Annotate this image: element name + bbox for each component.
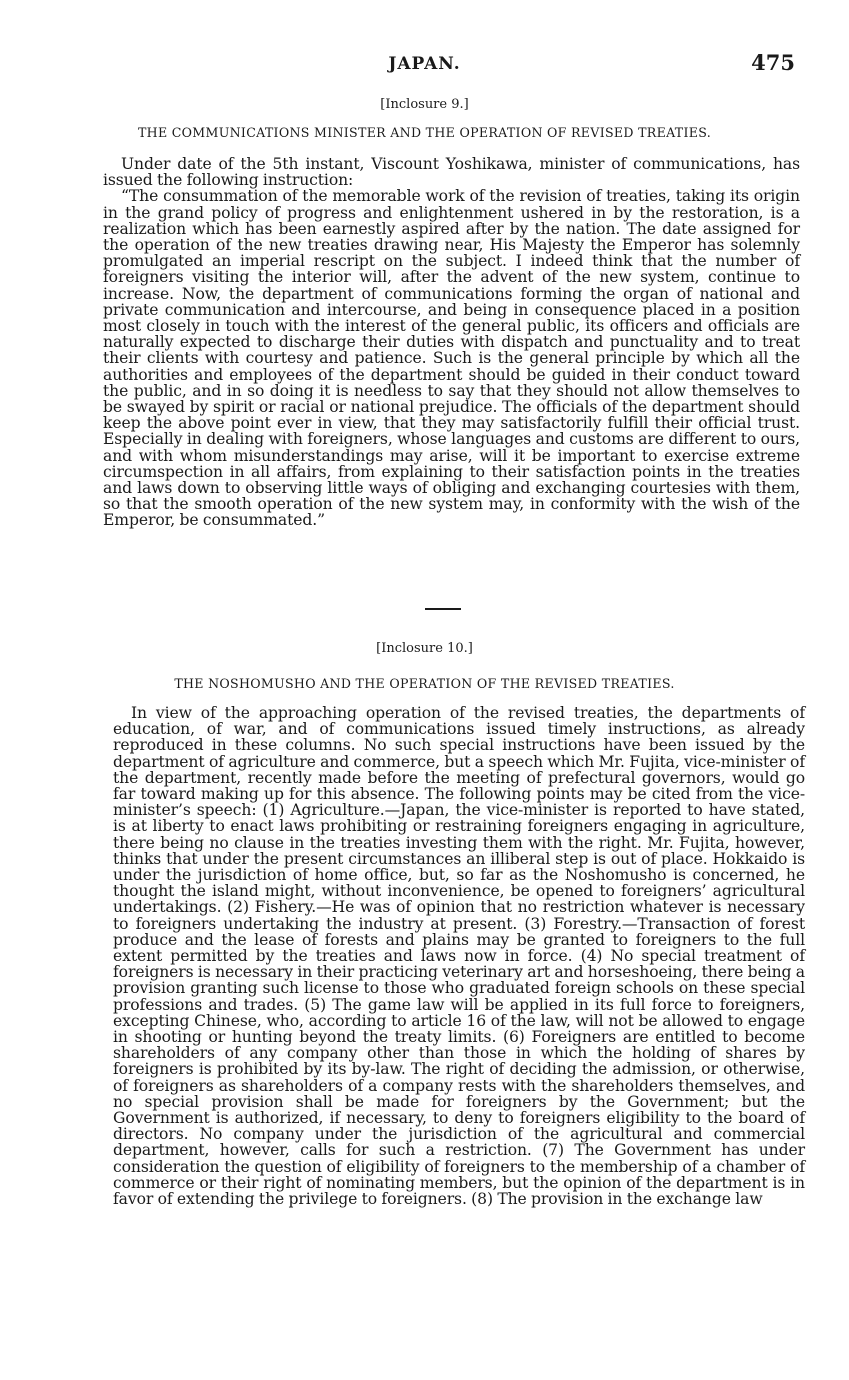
running-head (0, 50, 849, 76)
paragraph: “The consummation of the memorable work of the revision of treaties, taking its origin in the grand policy of progress and enlightenment ushered in by the restoration, is a realization which has been earnestly aspired after by the nation. The date assigned for the operation of the new treaties drawing near, His Majesty the Emperor has solemnly promulgated an imperial rescript on the subject. I indeed think that the number of foreigners visiting the interior will, after the advent of the new system, continue to increase. Now, the department of communications forming the organ of national and private communication and intercourse, and being in consequence placed in a position most closely in touch with the interest of the general public, its officers and officials are naturally expected to discharge their duties with dispatch and punctuality and to treat their clients with courtesy and patience. Such is the general principle by which all the authorities and employees of the department should be guided in their conduct toward the public, and in so doing it is needless to say that they should not allow themselves to be swayed by spirit or racial or national prejudice. The officials of the department should keep the above point ever in view, that they may satisfactorily fulfill their official trust. Especially in dealing with foreigners, whose languages and customs are different to ours, and with whom misunderstandings may arise, will it be important to exercise extreme circumspection in all affairs, from explaining to their satisfaction points in the treaties and laws down to observing little ways of obliging and exchanging courtesies with them, so that the smooth operation of the new system may, in conformity with the wish of the Emperor, be consummated.” (103, 187, 800, 530)
paragraph: In view of the approaching operation of the revised treaties, the departments of education, of war, and of communications issued timely instructions, as already reproduced in these columns. No such special instructions have been issued by the department of agriculture and commerce, but a speech which Mr. Fujita, vice-minister of the department, recently made before the meeting of prefectural governors, would go far toward making up for this absence. The following points may be cited from the vice-minister’s speech: (1) Agriculture.—Japan, the vice-minister is reported to have stated, is at liberty to enact laws prohibiting or restraining foreigners engaging in agriculture, there being no clause in the treaties investing them with the right. Mr. Fujita, however, thinks that under the present circumstances an illiberal step is out of place. Hokkaido is under the jurisdiction of home office, but, so far as the Noshomusho is concerned, he thought the island might, without inconvenience, be opened to foreigners’ agricultural undertakings. (2) Fishery.—He was of opinion that no restriction whatever is necessary to foreigners undertaking the industry at present. (3) Forestry.—Transaction of forest produce and the lease of forests and plains may be granted to foreigners to the full extent permitted by the treaties and laws now in force. (4) No special treatment of foreigners is necessary in their practicing veterinary art and horseshoeing, there being a provision granting such license to those who graduated foreign schools on these special professions and trades. (5) The game law will be applied in its full force to foreigners, excepting Chinese, who, according to article 16 of the law, will not be allowed to engage in shooting or hunting beyond the treaty limits. (6) Foreigners are entitled to become shareholders of any company other than those in which the holding of shares by foreigners is prohibited by its by-law. The right of deciding the admission, or otherwise, of foreigners as shareholders of a company rests with the shareholders themselves, and no special provision shall be made for foreigners by the Government; but the Government is authorized, if necessary, to deny to foreigners eligibility to the board of directors. No company under the jurisdiction of the agricultural and commercial department, however, calls for such a restriction. (7) The Government has under consideration the question of eligibility of foreigners to the membership of a chamber of commerce or their right of nominating members, but the opinion of the department is in favor of extending the privilege to foreigners. (8) The provision in the exchange law (113, 704, 805, 1209)
inclosure-label-10: [Inclosure 10.] (376, 641, 473, 656)
page-number: 475 (751, 50, 795, 75)
section-title-communications: THE COMMUNICATIONS MINISTER AND THE OPERATION OF REVISED TREATIES. (137, 125, 712, 140)
paragraph: Under date of the 5th instant, Viscount Yoshikawa, minister of communications, has issued the following instruction: (103, 155, 800, 190)
page-title: JAPAN. (388, 54, 461, 74)
section-body-communications (103, 156, 800, 529)
section-divider (425, 608, 461, 610)
section-title-noshomusho: THE NOSHOMUSHO AND THE OPERATION OF THE REVISED TREATIES. (174, 676, 675, 691)
inclosure-label-9: [Inclosure 9.] (380, 97, 469, 112)
section-body-noshomusho (113, 705, 805, 1207)
